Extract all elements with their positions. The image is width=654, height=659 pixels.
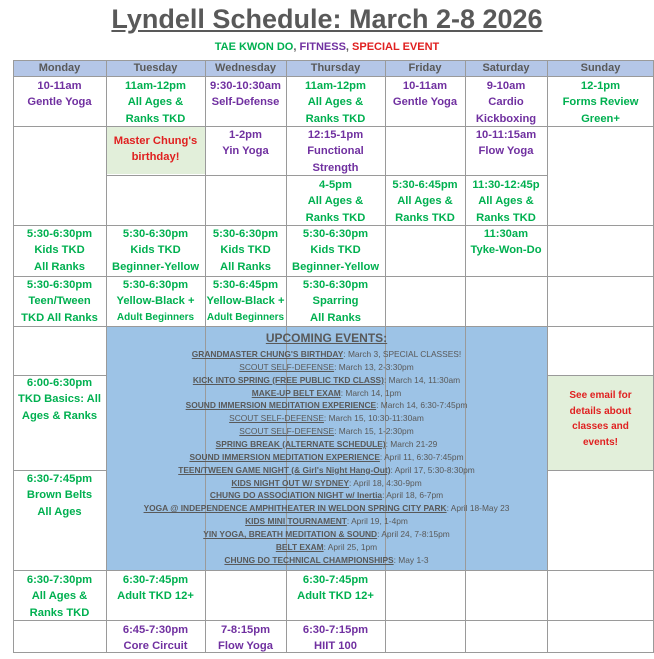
class-teen-tween-tkd: 5:30-6:30pm Teen/Tween TKD All Ranks <box>21 279 98 324</box>
event-master-chung-birthday: Master Chung's birthday! <box>113 135 198 164</box>
legend-tkd: TAE KWON DO <box>214 41 294 53</box>
class-all-ages-tkd: 4-5pm All Ages & Ranks TKD <box>305 179 366 224</box>
class-kids-tkd: 5:30-6:30pm Kids TKD All Ranks <box>212 228 279 273</box>
upcoming-event-detail: : March 15, 10:30-11:30am <box>323 413 424 424</box>
upcoming-event-item <box>106 349 547 359</box>
upcoming-event-detail: : April 24, 7-8:15pm <box>377 528 450 539</box>
class-flow-yoga: 7-8:15pm Flow Yoga <box>218 624 273 653</box>
day-thursday: Thursday <box>310 62 361 74</box>
upcoming-event-detail: : April 17, 5:30-8:30pm <box>390 464 475 475</box>
upcoming-event-detail: : March 3, SPECIAL CLASSES! <box>343 349 462 359</box>
upcoming-event-item <box>106 388 547 398</box>
class-all-ages-tkd: 5:30-6:45pm All Ages & Ranks TKD <box>392 179 458 224</box>
upcoming-event-detail: : May 1-3 <box>393 554 429 565</box>
upcoming-event-item <box>106 490 547 500</box>
legend-special: SPECIAL EVENT <box>352 41 440 53</box>
upcoming-event-item <box>106 503 547 513</box>
upcoming-event-name: SCOUT SELF-DEFENSE <box>239 426 335 437</box>
upcoming-event-detail: : March 14, 11:30am <box>383 374 461 385</box>
upcoming-event-item <box>106 478 547 488</box>
class-functional-strength: 12:15-1pm Functional Strength <box>307 129 364 174</box>
class-tyke-won-do: 11:30am Tyke-Won-Do <box>470 228 542 257</box>
class-self-defense: 9:30-10:30am Self-Defense <box>210 80 281 109</box>
class-sparring: 5:30-6:30pm Sparring All Ranks <box>302 279 369 324</box>
upcoming-event-name: CHUNG DO ASSOCIATION NIGHT w/ Inertia <box>209 490 383 501</box>
class-kids-tkd: 5:30-6:30pm Kids TKD Beginner-Yellow <box>291 228 380 273</box>
upcoming-event-name: GRANDMASTER CHUNG'S BIRTHDAY <box>191 349 344 359</box>
class-forms-review: 12-1pm Forms Review Green+ <box>562 80 639 125</box>
class-adult-tkd: 6:30-7:45pm Adult TKD 12+ <box>297 574 374 603</box>
class-type-legend: TAE KWON DO, FITNESS, SPECIAL EVENT <box>214 41 440 53</box>
class-gentle-yoga: 10-11am Gentle Yoga <box>27 80 92 109</box>
upcoming-event-detail: : April 18-May 23 <box>446 503 510 514</box>
upcoming-event-item <box>106 452 547 462</box>
upcoming-event-item <box>106 375 547 385</box>
class-all-ages-tkd: 6:30-7:30pm All Ages & Ranks TKD <box>26 574 93 619</box>
upcoming-event-name: SOUND IMMERSION MEDITATION EXPERIENCE <box>189 451 380 462</box>
email-note: See email for details about classes and events! <box>569 390 632 448</box>
class-all-ages-tkd: 11am-12pm All Ages & Ranks TKD <box>305 80 366 125</box>
class-adult-tkd: 6:30-7:45pm Adult TKD 12+ <box>117 574 194 603</box>
upcoming-event-name: SPRING BREAK (ALTERNATE SCHEDULE) <box>215 438 386 449</box>
class-cardio-kickboxing: 9-10am Cardio Kickboxing <box>475 80 537 125</box>
upcoming-event-item <box>106 400 547 410</box>
class-hiit-100: 6:30-7:15pm HIIT 100 <box>302 624 369 653</box>
upcoming-event-detail: : April 19, 1-4pm <box>346 516 408 527</box>
upcoming-event-name: MAKE-UP BELT EXAM <box>251 387 341 398</box>
upcoming-event-detail: : April 18, 4:30-9pm <box>349 477 422 488</box>
upcoming-event-item <box>106 426 547 436</box>
page-title: Lyndell Schedule: March 2-8 2026 <box>111 4 543 34</box>
upcoming-event-item <box>106 542 547 552</box>
upcoming-event-detail: : March 13, 2-3:30pm <box>334 361 414 372</box>
day-monday: Monday <box>38 62 81 74</box>
upcoming-event-detail: : March 14, 1pm <box>340 387 402 398</box>
upcoming-event-item <box>106 516 547 526</box>
day-saturday: Saturday <box>482 62 530 74</box>
class-kids-tkd: 5:30-6:30pm Kids TKD Beginner-Yellow <box>111 228 200 273</box>
day-sunday: Sunday <box>580 62 621 74</box>
upcoming-event-name: YOGA @ INDEPENDENCE AMPHITHEATER IN WELDON SPRING CITY PARK <box>143 503 447 514</box>
upcoming-event-item <box>106 529 547 539</box>
upcoming-event-name: KICK INTO SPRING (FREE PUBLIC TKD CLASS) <box>192 374 384 385</box>
class-yin-yoga: 1-2pm Yin Yoga <box>222 129 269 158</box>
upcoming-event-name: SCOUT SELF-DEFENSE <box>239 361 335 372</box>
upcoming-event-detail: : March 21-29 <box>385 438 438 449</box>
day-wednesday: Wednesday <box>215 62 276 74</box>
upcoming-event-item <box>106 413 547 423</box>
upcoming-event-name: SOUND IMMERSION MEDITATION EXPERIENCE <box>185 400 377 411</box>
class-brown-belts: 6:30-7:45pm Brown Belts All Ages <box>26 473 93 518</box>
upcoming-events-heading: UPCOMING EVENTS: <box>265 331 388 345</box>
upcoming-event-name: SCOUT SELF-DEFENSE <box>229 413 324 424</box>
upcoming-event-detail: : April 18, 6-7pm <box>382 490 444 501</box>
upcoming-event-name: KIDS MINI TOURNAMENT <box>245 516 347 527</box>
upcoming-event-name: KIDS NIGHT OUT W/ SYDNEY <box>231 477 350 488</box>
upcoming-event-name: BELT EXAM <box>275 541 324 552</box>
upcoming-event-detail: : April 25, 1pm <box>323 541 378 552</box>
class-kids-tkd: 5:30-6:30pm Kids TKD All Ranks <box>26 228 93 273</box>
class-all-ages-tkd: 11am-12pm All Ages & Ranks TKD <box>125 80 186 125</box>
day-tuesday: Tuesday <box>133 62 178 74</box>
class-tkd-basics: 6:00-6:30pm TKD Basics: All Ages & Ranks <box>18 377 101 422</box>
class-gentle-yoga: 10-11am Gentle Yoga <box>392 80 458 109</box>
class-all-ages-tkd: 11:30-12:45p All Ages & Ranks TKD <box>472 179 540 224</box>
upcoming-event-detail: : March 15, 1-2:30pm <box>334 426 414 437</box>
class-yellow-black: 5:30-6:45pm Yellow-Black + Adult Beginners <box>206 279 285 323</box>
upcoming-event-item <box>106 362 547 372</box>
upcoming-event-name: CHUNG DO TECHNICAL CHAMPIONSHIPS <box>224 554 394 565</box>
upcoming-event-detail: : March 14, 6:30-7:45pm <box>376 400 468 411</box>
upcoming-event-item <box>106 555 547 565</box>
day-friday: Friday <box>408 62 442 74</box>
upcoming-event-detail: : April 11, 6:30-7:45pm <box>379 451 464 462</box>
class-yellow-black: 5:30-6:30pm Yellow-Black + Adult Beginners <box>116 279 195 323</box>
upcoming-event-name: TEEN/TWEEN GAME NIGHT (& Girl's Night Hang-Out) <box>178 464 391 475</box>
upcoming-event-item <box>106 465 547 475</box>
upcoming-event-name: YIN YOGA, BREATH MEDITATION & SOUND <box>203 528 378 539</box>
class-core-circuit: 6:45-7:30pm Core Circuit <box>122 624 189 653</box>
legend-fitness: FITNESS <box>299 41 346 53</box>
upcoming-event-item <box>106 439 547 449</box>
class-flow-yoga: 10-11:15am Flow Yoga <box>475 129 537 158</box>
